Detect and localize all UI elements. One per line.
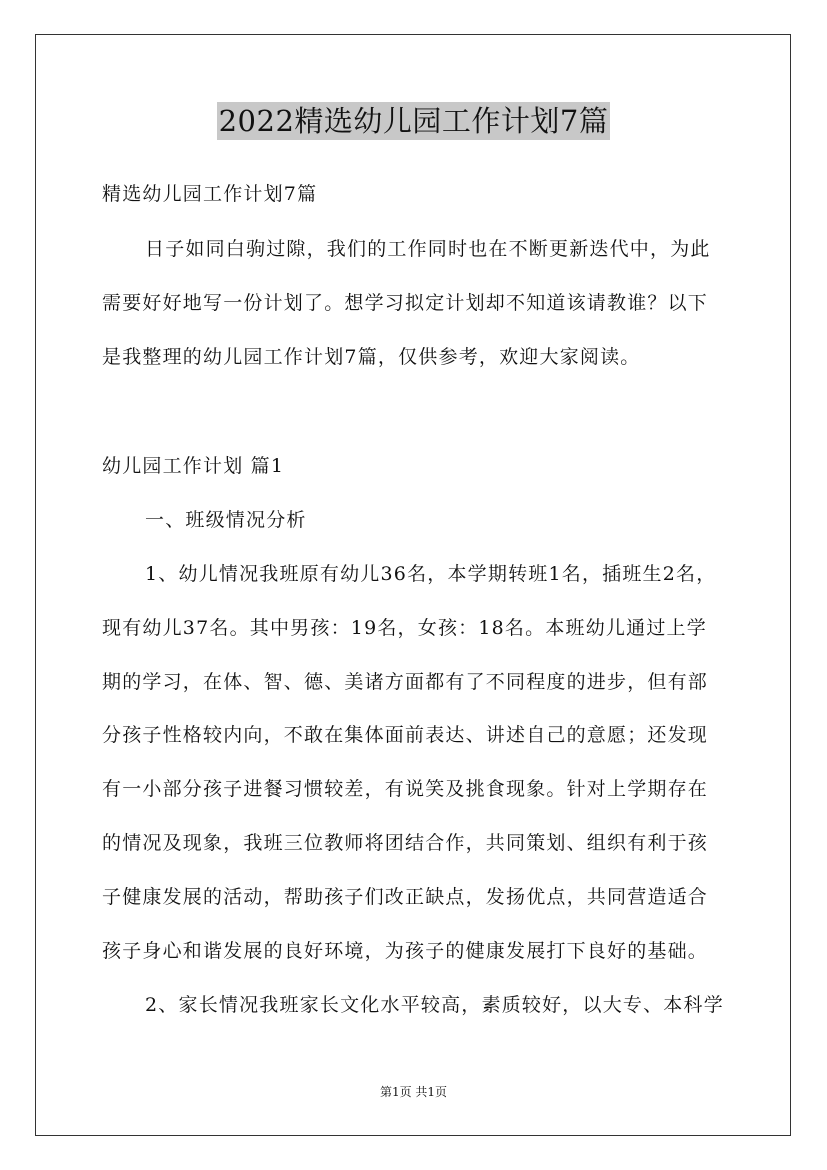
paragraph-line: 子健康发展的活动，帮助孩子们改正缺点，发扬优点，共同营造适合 (102, 886, 709, 908)
subsection-heading: 一、班级情况分析 (145, 509, 307, 531)
document-title: 2022精选幼儿园工作计划7篇 (218, 104, 609, 138)
paragraph-line: 分孩子性格较内向，不敢在集体面前表达、讲述自己的意愿；还发现 (102, 724, 709, 746)
paragraph-line: 需要好好地写一份计划了。想学习拟定计划却不知道该请教谁？以下 (102, 292, 709, 314)
paragraph-line: 的情况及现象，我班三位教师将团结合作，共同策划、组织有利于孩 (102, 832, 709, 854)
paragraph-line: 现有幼儿37名。其中男孩：19名，女孩：18名。本班幼儿通过上学 (102, 617, 707, 639)
paragraph-line: 日子如同白驹过隙，我们的工作同时也在不断更新迭代中，为此 (145, 238, 711, 260)
paragraph-line: 1、幼儿情况我班原有幼儿36名，本学期转班1名，插班生2名， (145, 563, 717, 585)
paragraph-line: 2、家长情况我班家长文化水平较高，素质较好，以大专、本科学 (145, 994, 724, 1016)
section-heading: 幼儿园工作计划 篇1 (102, 455, 285, 477)
paragraph-line: 期的学习，在体、智、德、美诸方面都有了不同程度的进步，但有部 (102, 671, 709, 693)
paragraph-line: 是我整理的幼儿园工作计划7篇，仅供参考，欢迎大家阅读。 (102, 346, 641, 368)
subtitle-line: 精选幼儿园工作计划7篇 (102, 183, 318, 205)
paragraph-line: 有一小部分孩子进餐习惯较差，有说笑及挑食现象。针对上学期存在 (102, 778, 709, 800)
page-footer: 第1页 共1页 (379, 1085, 448, 1099)
paragraph-line: 孩子身心和谐发展的良好环境，为孩子的健康发展打下良好的基础。 (102, 940, 709, 962)
title-container (0, 102, 827, 140)
